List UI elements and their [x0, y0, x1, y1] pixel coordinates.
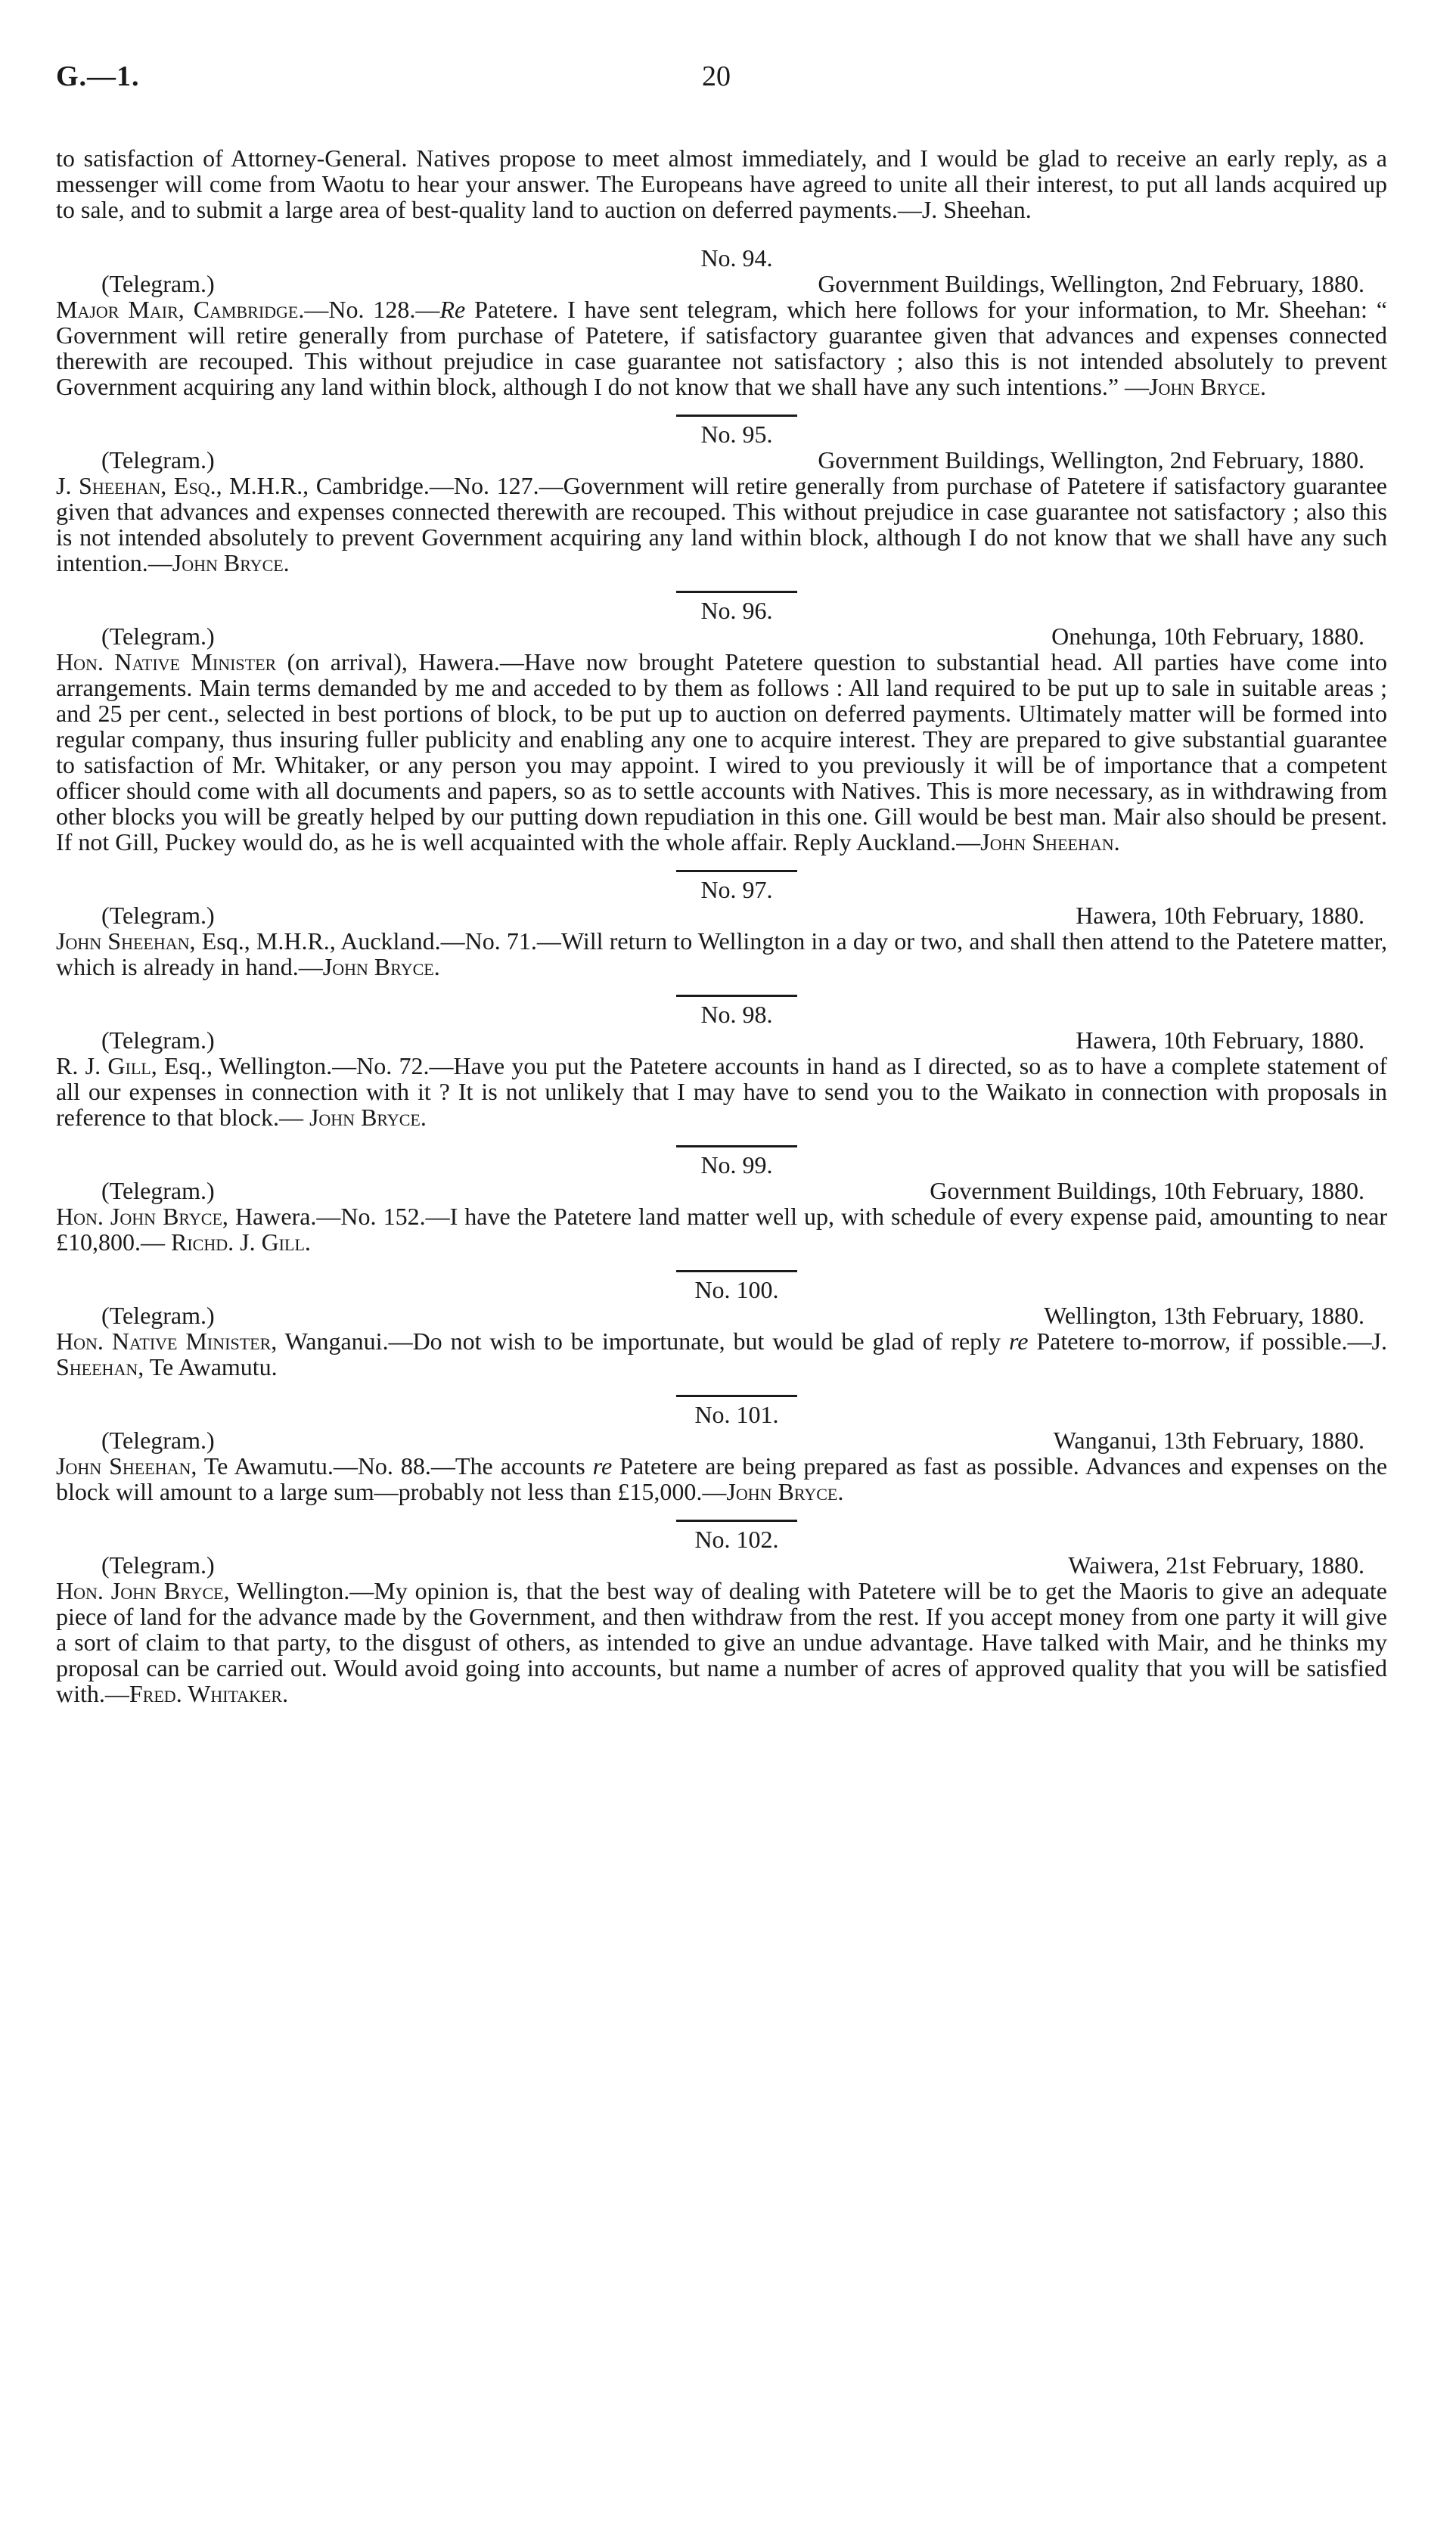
telegram-header	[56, 447, 1387, 473]
signature: J. Sheehan,	[56, 1328, 1387, 1380]
telegram-body	[56, 649, 1387, 855]
entry-number: No. 99.	[700, 1151, 773, 1178]
body-text: Esq., M.H.R., Auckland.—No. 71.—Will return to Wellington in a day or two, and shall then attend to the Patetere matter, which is already in hand.—	[56, 927, 1388, 980]
body-text: Cambridge.—No. 127.—Government will retire generally from purchase of Patetere if satisfactory guarantee given that advances and expenses connected therewith are recouped. This without prejudice in case guarantee not satisfactory ; also this is not intended absolutely to prevent Government acquiring any land within block, although I do not know that we shall have any such intention.—	[56, 472, 1388, 576]
telegram-type: (Telegram.)	[101, 446, 215, 474]
signature: John Sheehan.	[980, 828, 1120, 856]
telegram-header	[56, 1178, 1387, 1203]
telegram-entry	[56, 1152, 1387, 1255]
entry-number: No. 96.	[700, 597, 773, 624]
entry-number: No. 94.	[700, 244, 773, 272]
telegram-entry	[56, 421, 1387, 576]
telegram-body	[56, 928, 1387, 980]
addressee: John Sheehan,	[56, 1452, 197, 1480]
telegram-type: (Telegram.)	[101, 1551, 215, 1579]
running-head	[0, 61, 1456, 101]
place-date: Hawera, 10th February, 1880.	[1076, 1026, 1364, 1054]
addressee: R. J. Gill,	[56, 1052, 157, 1079]
signature: John Bryce.	[726, 1478, 844, 1505]
divider-rule	[676, 415, 797, 417]
body-text: Wellington.—My opinion is, that the best way of dealing with Patetere will be to get the Maoris to give an adequate piece of land for the advance made by the Government, and then withdraw from the rest. If you accept money from one party it will give a sort of claim to that party, to the disgust of others, as intended to give an undue advantage. Have talked with Mair, and he thinks my proposal can be carried out. Would avoid going into accounts, but name a number of acres of approved quality that you will be satisfied with.—	[56, 1577, 1388, 1707]
re-word: re	[592, 1452, 613, 1480]
document-body	[56, 145, 1387, 1706]
divider-rule	[676, 1520, 797, 1522]
place-date: Onehunga, 10th February, 1880.	[1051, 623, 1364, 650]
telegram-header	[56, 1427, 1387, 1453]
entry-number: No. 97.	[700, 876, 773, 903]
telegram-type: (Telegram.)	[101, 1177, 215, 1204]
signature: Richd. J. Gill.	[171, 1228, 311, 1256]
body-text: Hawera.—No. 152.—I have the Patetere land matter well up, with schedule of every expense paid, amounting to near £10,800.—	[56, 1203, 1388, 1256]
divider-rule	[676, 1395, 797, 1397]
telegram-type: (Telegram.)	[101, 270, 215, 297]
addressee: Hon. Native Minister,	[56, 1328, 278, 1355]
telegram-entry	[56, 1402, 1387, 1504]
addressee: Hon. Native Minister	[56, 648, 277, 675]
intro-paragraph: to satisfaction of Attorney-General. Natives propose to meet almost immediately, and I would be glad to receive an early reply, as a messenger will come from Waotu to hear your answer. The Europeans have agreed to unite all their interest, to put all lands acquired up to sale, and to submit a large area of best-quality land to auction on deferred payments.—J. Sheehan.	[56, 144, 1387, 223]
page-number: 20	[702, 61, 731, 92]
telegram-header	[56, 1303, 1387, 1328]
divider-rule	[676, 995, 797, 997]
body-text: —No. 128.—	[304, 296, 440, 323]
telegram-body	[56, 473, 1387, 576]
divider-rule	[676, 1270, 797, 1272]
telegram-body	[56, 297, 1387, 399]
addressee: Hon. John Bryce,	[56, 1577, 230, 1604]
telegram-body	[56, 1578, 1387, 1706]
telegram-type: (Telegram.)	[101, 1026, 215, 1054]
place-date: Wanganui, 13th February, 1880.	[1053, 1427, 1364, 1454]
addressee: J. Sheehan, Esq., M.H.R.,	[56, 472, 309, 499]
signature: John Bryce.	[172, 549, 290, 576]
body-text: Wanganui.—Do not wish to be importunate, but would be glad of reply	[277, 1328, 1009, 1355]
body-text: Patetere. I have sent telegram, which here follows for your information, to Mr. Sheehan: “ Government will retire generally from purchase of Patetere, if satisfactory guarantee given that advances and expenses connected therewith are recouped. This without prejudice in case guarantee not satisfactory ; also this is not intended absolutely to prevent Government acquiring any land within block, although I do not know that we shall have any such intentions.” —	[56, 296, 1387, 400]
entry-number: No. 102.	[694, 1526, 779, 1553]
body-text: Patetere to-morrow, if possible.—	[1028, 1328, 1372, 1355]
telegram-header	[56, 623, 1387, 649]
telegram-body	[56, 1203, 1387, 1255]
addressee: Major Mair, Cambridge.	[56, 296, 305, 323]
telegram-type: (Telegram.)	[101, 623, 215, 650]
telegram-body	[56, 1328, 1387, 1380]
place-date: Wellington, 13th February, 1880.	[1044, 1302, 1364, 1329]
telegram-body	[56, 1053, 1387, 1130]
addressee: Hon. John Bryce,	[56, 1203, 228, 1230]
telegram-entry	[56, 598, 1387, 855]
body-text: Te Awamutu.	[144, 1353, 278, 1380]
signature: Fred. Whitaker.	[129, 1680, 289, 1707]
body-text: Patetere are being prepared as fast as possible. Advances and expenses on the block will amount to a large sum—probably not less than £15,000.—	[56, 1452, 1388, 1505]
signature: John Bryce.	[309, 1104, 427, 1131]
telegram-entry	[56, 1001, 1387, 1130]
document-reference: G.—1.	[56, 61, 140, 92]
telegram-header	[56, 1552, 1387, 1578]
re-word: re	[1008, 1328, 1029, 1355]
entry-number: No. 98.	[700, 1001, 773, 1028]
place-date: Government Buildings, Wellington, 2nd February, 1880.	[818, 446, 1364, 474]
telegram-entry	[56, 1526, 1387, 1706]
telegram-body	[56, 1453, 1387, 1504]
telegram-header	[56, 271, 1387, 297]
place-date: Government Buildings, 10th February, 1880.	[930, 1177, 1364, 1204]
signature: John Bryce.	[322, 953, 440, 980]
re-word: Re	[439, 296, 466, 323]
addressee: John Sheehan,	[56, 927, 196, 955]
telegram-type: (Telegram.)	[101, 1302, 215, 1329]
entry-number: No. 100.	[694, 1276, 779, 1303]
divider-rule	[676, 870, 797, 872]
entry-number: No. 101.	[694, 1401, 779, 1428]
telegram-header	[56, 1027, 1387, 1053]
telegram-entry	[56, 245, 1387, 399]
entry-number: No. 95.	[700, 421, 773, 448]
body-text: Esq., Wellington.—No. 72.—Have you put the Patetere accounts in hand as I directed, so as to have a complete statement of all our expenses in connection with it ? It is not unlikely that I may have to send you to the Waikato in connection with proposals in reference to that block.—	[56, 1052, 1387, 1131]
divider-rule	[676, 1145, 797, 1147]
place-date: Hawera, 10th February, 1880.	[1076, 902, 1364, 929]
telegram-type: (Telegram.)	[101, 1427, 215, 1454]
place-date: Government Buildings, Wellington, 2nd February, 1880.	[818, 270, 1364, 297]
telegram-header	[56, 902, 1387, 928]
signature: John Bryce.	[1149, 373, 1266, 400]
body-text: (on arrival), Hawera.—Have now brought Patetere question to substantial head. All parties have come into arrangements. Main terms demanded by me and acceded to by them as follows : All land required to be put up to sale in suitable areas ; and 25 per cent., selected in best portions of block, to be put up to auction on deferred payments. Ultimately matter will be formed into regular company, thus insuring fuller publicity and enabling any one to acquire interest. They are prepared to give substantial guarantee to satisfaction of Mr. Whitaker, or any person you may appoint. I wired to you previously it will be of importance that a competent officer should come with all documents and papers, so as to settle accounts with Natives. This is more necessary, as in withdrawing from other blocks you will be greatly helped by our putting down repudiation in this one. Gill would be best man. Mair also should be present. If not Gill, Puckey would do, as he is well acquainted with the whole affair. Reply Auckland.—	[56, 648, 1387, 856]
telegram-entry	[56, 877, 1387, 980]
place-date: Waiwera, 21st February, 1880.	[1068, 1551, 1364, 1579]
telegram-entry	[56, 1277, 1387, 1380]
body-text: Te Awamutu.—No. 88.—The accounts	[197, 1452, 593, 1480]
divider-rule	[676, 591, 797, 593]
telegram-type: (Telegram.)	[101, 902, 215, 929]
